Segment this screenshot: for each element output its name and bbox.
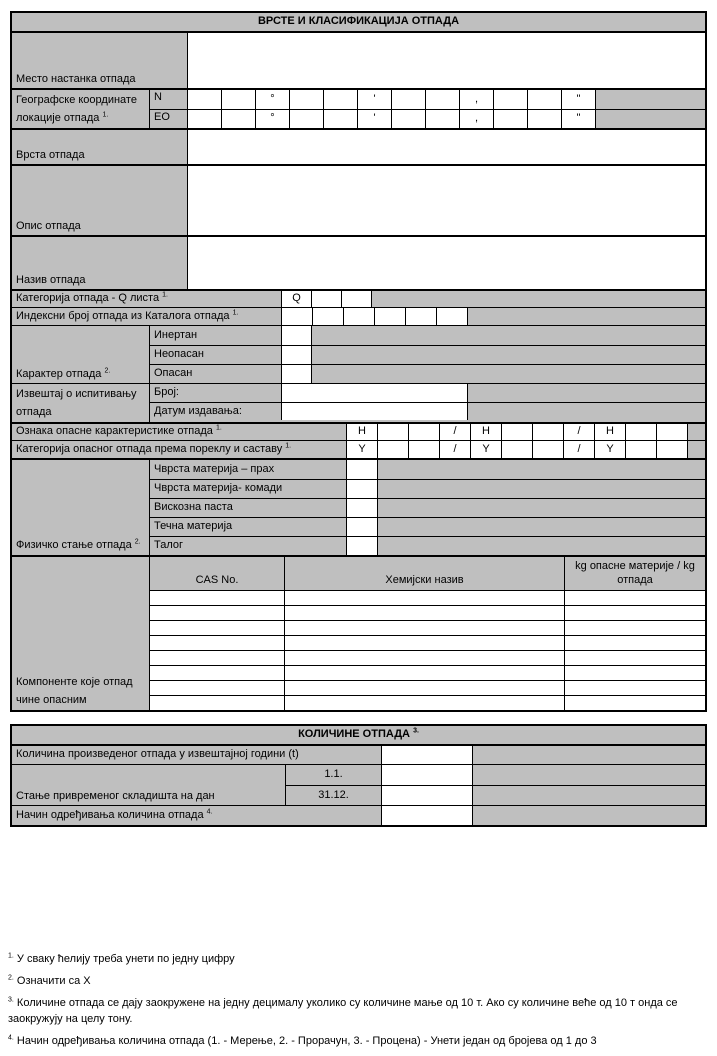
option-sludge-label: Талог [150,537,347,555]
waste-name-row [12,235,705,289]
storage-state-label: Стање привременог складишта на дан [12,765,286,805]
hazard-digit-cell[interactable] [657,424,688,440]
q-list-row [12,289,705,307]
chemical-name-cell[interactable] [285,636,565,650]
cas-number-header: CAS No. [150,557,285,590]
viscous-paste-checkbox[interactable] [347,499,378,517]
hazard-digit-cell[interactable] [378,424,409,440]
index-number-filler [468,308,705,325]
lon-digit-cell[interactable] [188,110,222,128]
chemical-name-header: Хемијски назив [285,557,565,590]
cas-number-cell[interactable] [150,681,285,695]
lat-digit-cell[interactable] [426,90,460,109]
waste-description-row [12,164,705,235]
nonhazardous-checkbox[interactable] [282,346,312,364]
footnote-2: $^{2.}$ Означити са X [8,974,91,987]
hazard-components-band [12,555,705,710]
physical-option-row [150,479,705,498]
temporary-storage-band [12,764,705,805]
q-digit-cell[interactable] [342,291,372,307]
slash-separator-cell: / [440,424,471,440]
components-header-row [150,557,705,590]
hazard-mark-label: Ознака опасне карактеристике отпада $^{1.}$ [12,424,347,440]
cas-number-cell[interactable] [150,606,285,620]
second-symbol-cell: " [562,110,596,128]
character-option-row [150,326,705,345]
character-option-row [150,345,705,364]
decimal-symbol-cell: , [460,90,494,109]
report-number-row [150,384,705,402]
produced-quantity-input[interactable] [382,746,473,764]
y-prefix-cell: Y [347,441,378,458]
waste-character-band [12,325,705,383]
hazardous-checkbox[interactable] [282,365,312,383]
minute-symbol-cell: ' [358,90,392,109]
chemical-name-cell[interactable] [285,666,565,680]
waste-description-label: Опис отпада [12,166,188,235]
physical-option-row [150,460,705,479]
slash-separator-cell: / [440,441,471,458]
produced-quantity-row [12,744,705,764]
hazard-category-label: Категорија опасног отпада према пореклу и саставу $^{1.}$ [12,441,347,458]
footnote-1: $^{1.}$ У сваку ћелију треба унети по једну цифру [8,952,235,965]
physical-state-band [12,458,705,555]
category-digit-cell[interactable] [533,441,564,458]
hazard-category-row [12,440,705,458]
hazard-digit-cell[interactable] [533,424,564,440]
lon-digit-cell[interactable] [426,110,460,128]
waste-character-label: Карактер отпада $^{2.}$ [12,326,150,383]
category-digit-cell[interactable] [409,441,440,458]
method-label: Начин одређивања количина отпада $^{4.}$ [12,806,382,825]
physical-option-row [150,517,705,536]
decimal-symbol-cell: , [460,110,494,128]
lat-digit-cell[interactable] [222,90,256,109]
q-list-label: Категорија отпада - Q листа $^{1.}$ [12,291,282,307]
option-hazardous-label: Опасан [150,365,282,383]
lon-digit-cell[interactable] [494,110,528,128]
lon-digit-cell[interactable] [222,110,256,128]
component-row [150,695,705,710]
physical-option-row [150,498,705,517]
kg-ratio-cell[interactable] [565,651,705,665]
q-digit-cell[interactable] [312,291,342,307]
solid-pieces-checkbox[interactable] [347,480,378,498]
chemical-name-cell[interactable] [285,591,565,605]
section1-title: ВРСТЕ И КЛАСИФИКАЦИЈА ОТПАДА [12,13,705,31]
storage-jan1-row [286,765,705,785]
h-prefix-cell: H [471,424,502,440]
category-digit-cell[interactable] [502,441,533,458]
issue-date-label: Датум издавања: [150,403,282,420]
lat-digit-cell[interactable] [528,90,562,109]
footnote-4: $^{4.}$ Начин одређивања количина отпада (1. - Мерење, 2. - Прорачун, 3. - Процена) - Унети један од бројева од 1 до 3 [8,1034,597,1047]
cas-number-cell[interactable] [150,696,285,710]
test-report-band [12,383,705,422]
y-prefix-cell: Y [471,441,502,458]
hazard-digit-cell[interactable] [502,424,533,440]
test-report-label: Извештај о испитивању отпада [12,384,150,422]
kg-ratio-cell[interactable] [565,696,705,710]
geo-coordinates-band [12,88,705,128]
hazard-mark-row [12,422,705,440]
category-digit-cell[interactable] [378,441,409,458]
hazard-components-label: Компоненте које отпад чине опасним [12,557,150,710]
date-dec31-label: 31.12. [286,786,382,805]
classification-table [10,11,707,712]
cas-number-cell[interactable] [150,621,285,635]
waste-name-input[interactable] [188,237,705,289]
index-number-label: Индексни број отпада из Каталога отпада $^{1.}$ [12,308,282,325]
lon-digit-cell[interactable] [528,110,562,128]
quantities-table [10,724,707,827]
footnotes [8,952,710,1056]
storage-dec31-input[interactable] [382,786,473,805]
lon-digit-cell[interactable] [290,110,324,128]
index-digit-cell[interactable] [437,308,468,325]
hazard-digit-cell[interactable] [409,424,440,440]
category-digit-cell[interactable] [626,441,657,458]
kg-ratio-header: kg опасне материје / kg отпада [565,557,705,590]
component-row [150,650,705,665]
option-solid-pieces-label: Чврста материја- комади [150,480,347,498]
cas-number-cell[interactable] [150,591,285,605]
kg-ratio-cell[interactable] [565,606,705,620]
option-solid-powder-label: Чврста материја – прах [150,460,347,479]
place-of-origin-row [12,31,705,88]
lat-digit-cell[interactable] [188,90,222,109]
lon-digit-cell[interactable] [324,110,358,128]
report-number-input[interactable] [282,384,468,402]
sludge-checkbox[interactable] [347,537,378,555]
lat-digit-cell[interactable] [324,90,358,109]
chemical-name-cell[interactable] [285,696,565,710]
q-list-filler [372,291,705,307]
latitude-row [150,90,705,109]
kg-ratio-cell[interactable] [565,621,705,635]
date-jan1-label: 1.1. [286,765,382,785]
waste-type-label: Врста отпада [12,130,188,164]
waste-description-input[interactable] [188,166,705,235]
solid-powder-checkbox[interactable] [347,460,378,479]
character-option-row [150,364,705,383]
h-prefix-cell: H [595,424,626,440]
slash-separator-cell: / [564,424,595,440]
index-digit-cell[interactable] [375,308,406,325]
report-number-label: Број: [150,384,282,402]
index-number-row [12,307,705,325]
geo-coordinates-label: Географске координате локације отпада $^{1.}$ [12,90,150,128]
component-row [150,635,705,650]
chemical-name-cell[interactable] [285,621,565,635]
lon-digit-cell[interactable] [392,110,426,128]
lat-digit-cell[interactable] [392,90,426,109]
kg-ratio-cell[interactable] [565,636,705,650]
option-viscous-paste-label: Вискозна паста [150,499,347,517]
liquid-checkbox[interactable] [347,518,378,536]
kg-ratio-cell[interactable] [565,666,705,680]
longitude-label: EO [150,110,188,128]
geo-filler [596,90,705,109]
storage-dec31-row [286,785,705,805]
cas-number-cell[interactable] [150,666,285,680]
footnote-3: $^{3.}$ Количине отпада се дају заокружене на једну децималу уколико су количине мање од 10 т. Ако су количине веће од 10 т онда се заокружују на целу тону. [8,996,678,1025]
place-of-origin-input[interactable] [188,33,705,88]
option-nonhazardous-label: Неопасан [150,346,282,364]
lat-digit-cell[interactable] [290,90,324,109]
option-inert-label: Инертан [150,326,282,345]
index-digit-cell[interactable] [313,308,344,325]
index-digit-cell[interactable] [344,308,375,325]
component-row [150,680,705,695]
waste-type-input[interactable] [188,130,705,164]
y-prefix-cell: Y [595,441,626,458]
h-prefix-cell: H [347,424,378,440]
storage-jan1-input[interactable] [382,765,473,785]
produced-quantity-label: Количина произведеног отпада у извештајној години (t) [12,746,382,764]
lat-digit-cell[interactable] [494,90,528,109]
geo-filler [596,110,705,128]
degree-symbol-cell: ° [256,90,290,109]
second-symbol-cell: " [562,90,596,109]
chemical-name-cell[interactable] [285,606,565,620]
method-input[interactable] [382,806,473,825]
latitude-label: N [150,90,188,109]
q-prefix-cell: Q [282,291,312,307]
kg-ratio-cell[interactable] [565,681,705,695]
component-row [150,620,705,635]
issue-date-input[interactable] [282,403,468,420]
chemical-name-cell[interactable] [285,651,565,665]
option-liquid-label: Течна материја [150,518,347,536]
chemical-name-cell[interactable] [285,681,565,695]
longitude-row [150,109,705,128]
physical-state-label: Физичко стање отпада $^{2.}$ [12,460,150,555]
hazard-digit-cell[interactable] [626,424,657,440]
waste-type-row [12,128,705,164]
kg-ratio-cell[interactable] [565,591,705,605]
section2-title: КОЛИЧИНЕ ОТПАДА $^{3.}$ [12,726,705,744]
physical-option-row [150,536,705,555]
inert-checkbox[interactable] [282,326,312,345]
issue-date-row [150,402,705,420]
place-of-origin-label: Место настанка отпада [12,33,188,88]
category-digit-cell[interactable] [657,441,688,458]
waste-name-label: Назив отпада [12,237,188,289]
component-row [150,590,705,605]
cas-number-cell[interactable] [150,636,285,650]
index-digit-cell[interactable] [406,308,437,325]
component-row [150,605,705,620]
method-row [12,805,705,825]
index-digit-cell[interactable] [282,308,313,325]
slash-separator-cell: / [564,441,595,458]
degree-symbol-cell: ° [256,110,290,128]
minute-symbol-cell: ' [358,110,392,128]
component-row [150,665,705,680]
cas-number-cell[interactable] [150,651,285,665]
